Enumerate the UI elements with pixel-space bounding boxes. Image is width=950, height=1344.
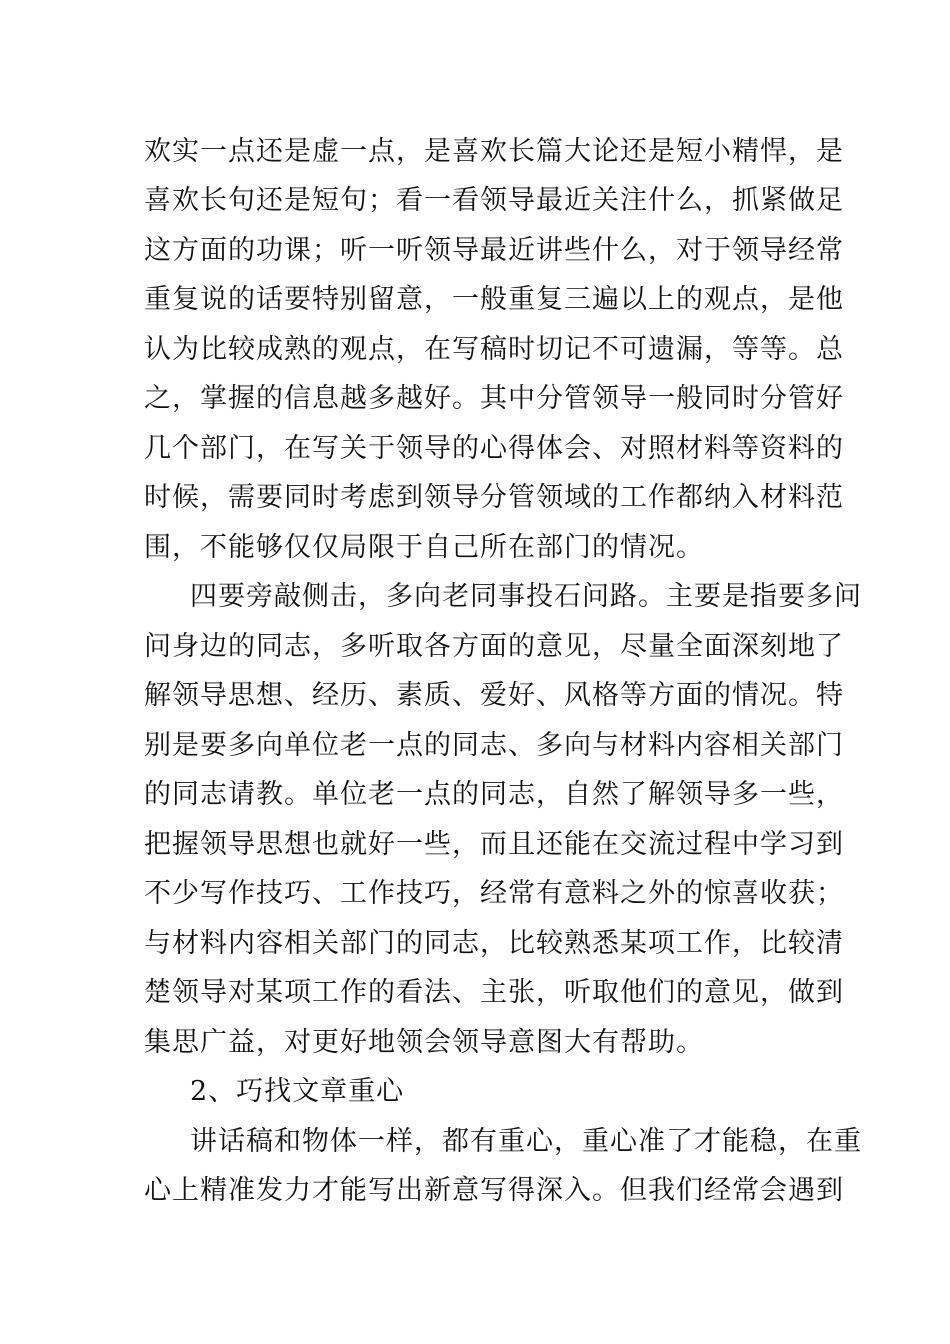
paragraph-line: 认为比较成熟的观点，在写稿时切记不可遗漏，等等。总 xyxy=(144,334,844,365)
paragraph-line: 欢实一点还是虚一点，是喜欢长篇大论还是短小精悍，是 xyxy=(144,136,844,167)
paragraph-first-line: 讲话稿和物体一样，都有重心，重心准了才能稳，在重 xyxy=(190,1126,862,1157)
paragraph-line: 别是要多向单位老一点的同志、多向与材料内容相关部门 xyxy=(144,730,844,761)
paragraph-line: 围，不能够仅仅局限于自己所在部门的情况。 xyxy=(144,532,704,563)
section-heading: 2、巧找文章重心 xyxy=(190,1076,405,1107)
paragraph-line: 心上精准发力才能写出新意写得深入。但我们经常会遇到 xyxy=(144,1175,844,1206)
paragraph-line: 集思广益，对更好地领会领导意图大有帮助。 xyxy=(144,1027,704,1058)
paragraph-line: 几个部门，在写关于领导的心得体会、对照材料等资料的 xyxy=(144,433,844,464)
paragraph-first-line: 四要旁敲侧击，多向老同事投石问路。主要是指要多问 xyxy=(190,581,862,612)
paragraph-line: 把握领导思想也就好一些，而且还能在交流过程中学习到 xyxy=(144,829,844,860)
paragraph-line: 之，掌握的信息越多越好。其中分管领导一般同时分管好 xyxy=(144,383,844,414)
paragraph-line: 喜欢长句还是短句；看一看领导最近关注什么，抓紧做足 xyxy=(144,185,844,216)
paragraph-line: 解领导思想、经历、素质、爱好、风格等方面的情况。特 xyxy=(144,680,844,711)
paragraph-line: 的同志请教。单位老一点的同志，自然了解领导多一些， xyxy=(144,779,844,810)
paragraph-line: 楚领导对某项工作的看法、主张，听取他们的意见，做到 xyxy=(144,977,844,1008)
paragraph-line: 与材料内容相关部门的同志，比较熟悉某项工作，比较清 xyxy=(144,928,844,959)
paragraph-line: 问身边的同志，多听取各方面的意见，尽量全面深刻地了 xyxy=(144,631,844,662)
paragraph-line: 时候，需要同时考虑到领导分管领域的工作都纳入材料范 xyxy=(144,482,844,513)
paragraph-line: 这方面的功课；听一听领导最近讲些什么，对于领导经常 xyxy=(144,235,844,266)
paragraph-line: 不少写作技巧、工作技巧，经常有意料之外的惊喜收获； xyxy=(144,878,844,909)
paragraph-line: 重复说的话要特别留意，一般重复三遍以上的观点，是他 xyxy=(144,284,844,315)
